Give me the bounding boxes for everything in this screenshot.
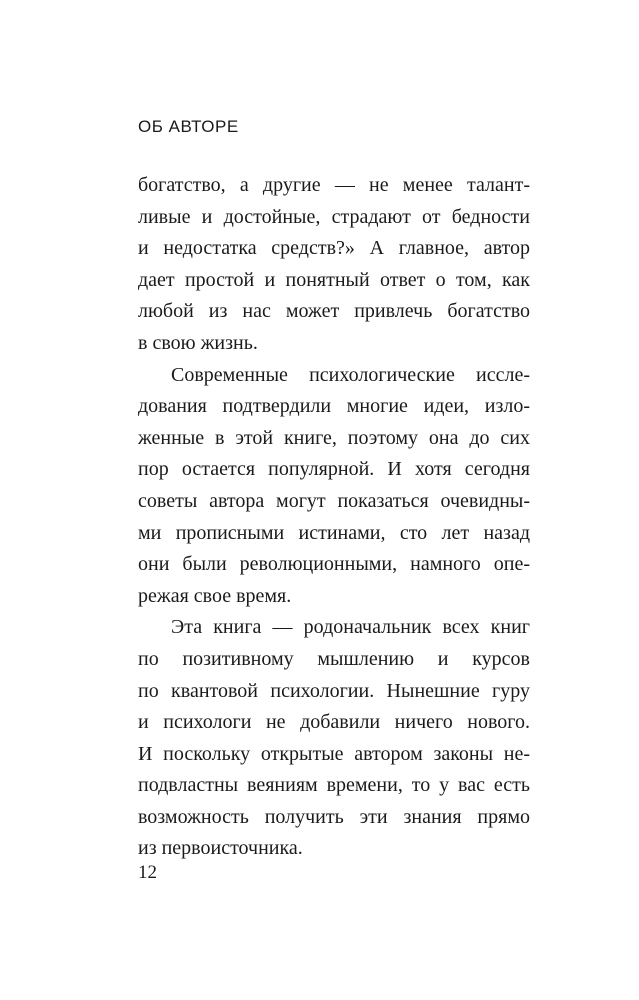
text-line: режая свое время.	[138, 584, 292, 607]
text-line: Эта книга — родоначальник всех книг	[171, 616, 530, 639]
text-line: в свою жизнь.	[138, 331, 258, 354]
text-line: дает простой и понятный ответ о том, как	[138, 268, 530, 291]
text-line: по квантовой психологии. Нынешние гуру	[138, 679, 530, 702]
paragraph	[138, 170, 530, 360]
text-line: Современные психологические иссле-	[171, 363, 530, 386]
paragraph	[138, 360, 530, 613]
text-line: И поскольку открытые автором законы не-	[138, 742, 530, 765]
text-line: пор остается популярной. И хотя сегодня	[138, 458, 530, 481]
text-line: возможность получить эти знания прямо	[138, 805, 530, 828]
text-line: любой из нас может привлечь богатство	[138, 300, 530, 323]
text-line: женные в этой книге, поэтому она до сих	[138, 426, 530, 449]
text-line: из первоисточника.	[138, 837, 303, 860]
text-line: подвластны веяниям времени, то у вас есть	[138, 774, 530, 797]
text-line: по позитивному мышлению и курсов	[138, 647, 530, 670]
text-line: и недостатка средств?» А главное, автор	[138, 237, 530, 260]
text-line: ми прописными истинами, сто лет назад	[138, 521, 530, 544]
text-line: ливые и достойные, страдают от бедности	[138, 205, 530, 228]
paragraph	[138, 612, 530, 865]
text-line: советы автора могут показаться очевидны-	[138, 489, 530, 512]
page-number: 12	[138, 862, 157, 883]
text-line: дования подтвердили многие идеи, изло-	[138, 395, 530, 418]
text-line: они были революционными, намного опе-	[138, 553, 530, 576]
text-line: богатство, а другие — не менее талант-	[138, 174, 530, 196]
body-text	[138, 170, 530, 865]
text-line: и психологи не добавили ничего нового.	[138, 711, 530, 734]
running-head: ОБ АВТОРЕ	[138, 117, 239, 136]
